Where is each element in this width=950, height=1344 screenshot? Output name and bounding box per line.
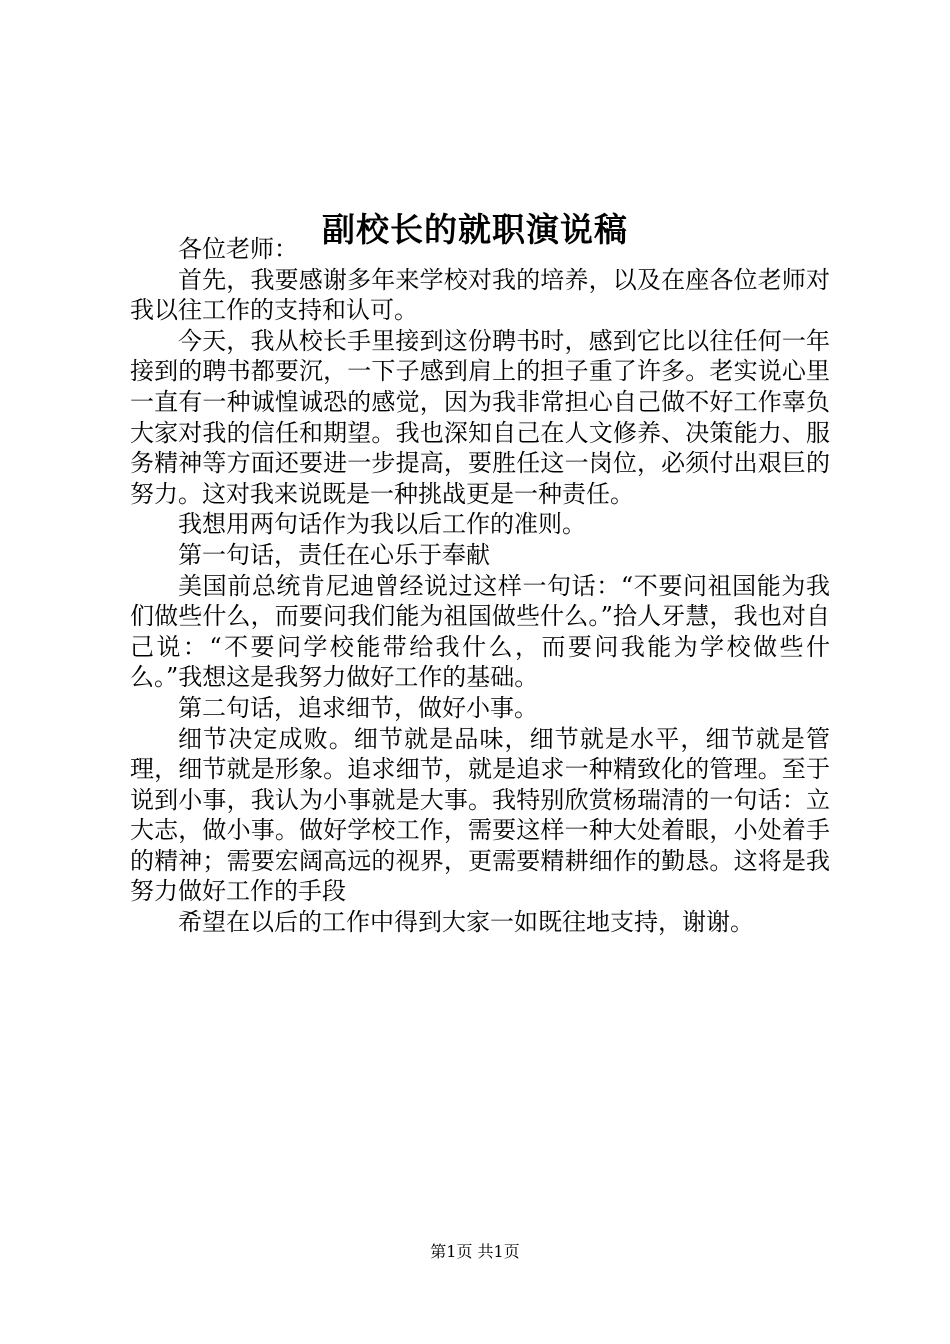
paragraph: 美国前总统肯尼迪曾经说过这样一句话：“不要问祖国能为我们做些什么，而要问我们能为祖国做些什么。”拾人牙慧，我也对自己说：“不要问学校能带给我什么，而要问我能为学校做些什么。”我想这是我努力做好工作的基础。 [130,571,830,692]
paragraph: 今天，我从校长手里接到这份聘书时，感到它比以往任何一年接到的聘书都要沉，一下子感到肩上的担子重了许多。老实说心里一直有一种诚惶诚恐的感觉，因为我非常担心自己做不好工作辜负大家对我的信任和期望。我也深知自己在人文修养、决策能力、服务精神等方面还要进一步提高，要胜任这一岗位，必须付出艰巨的努力。这对我来说既是一种挑战更是一种责任。 [130,326,830,508]
page-number-footer: 第1页 共1页 [430,1242,520,1261]
document-body [130,234,830,938]
section-heading-second: 第二句话，追求细节，做好小事。 [178,693,538,722]
paragraph: 我想用两句话作为我以后工作的准则。 [178,510,586,539]
paragraph: 细节决定成败。细节就是品味，细节就是水平，细节就是管理，细节就是形象。追求细节，就是追求一种精致化的管理。至于说到小事，我认为小事就是大事。我特别欣赏杨瑞清的一句话：立大志，做小事。做好学校工作，需要这样一种大处着眼，小处着手的精神；需要宏阔高远的视界，更需要精耕细作的勤恳。这将是我努力做好工作的手段 [130,724,830,906]
paragraph-closing: 希望在以后的工作中得到大家一如既往地支持，谢谢。 [178,908,754,937]
paragraph: 首先，我要感谢多年来学校对我的培养，以及在座各位老师对我以往工作的支持和认可。 [130,265,830,325]
section-heading-first: 第一句话，责任在心乐于奉献 [178,540,490,569]
document-title: 副校长的就职演说稿 [322,210,628,250]
paragraph-greeting: 各位老师： [178,235,298,263]
